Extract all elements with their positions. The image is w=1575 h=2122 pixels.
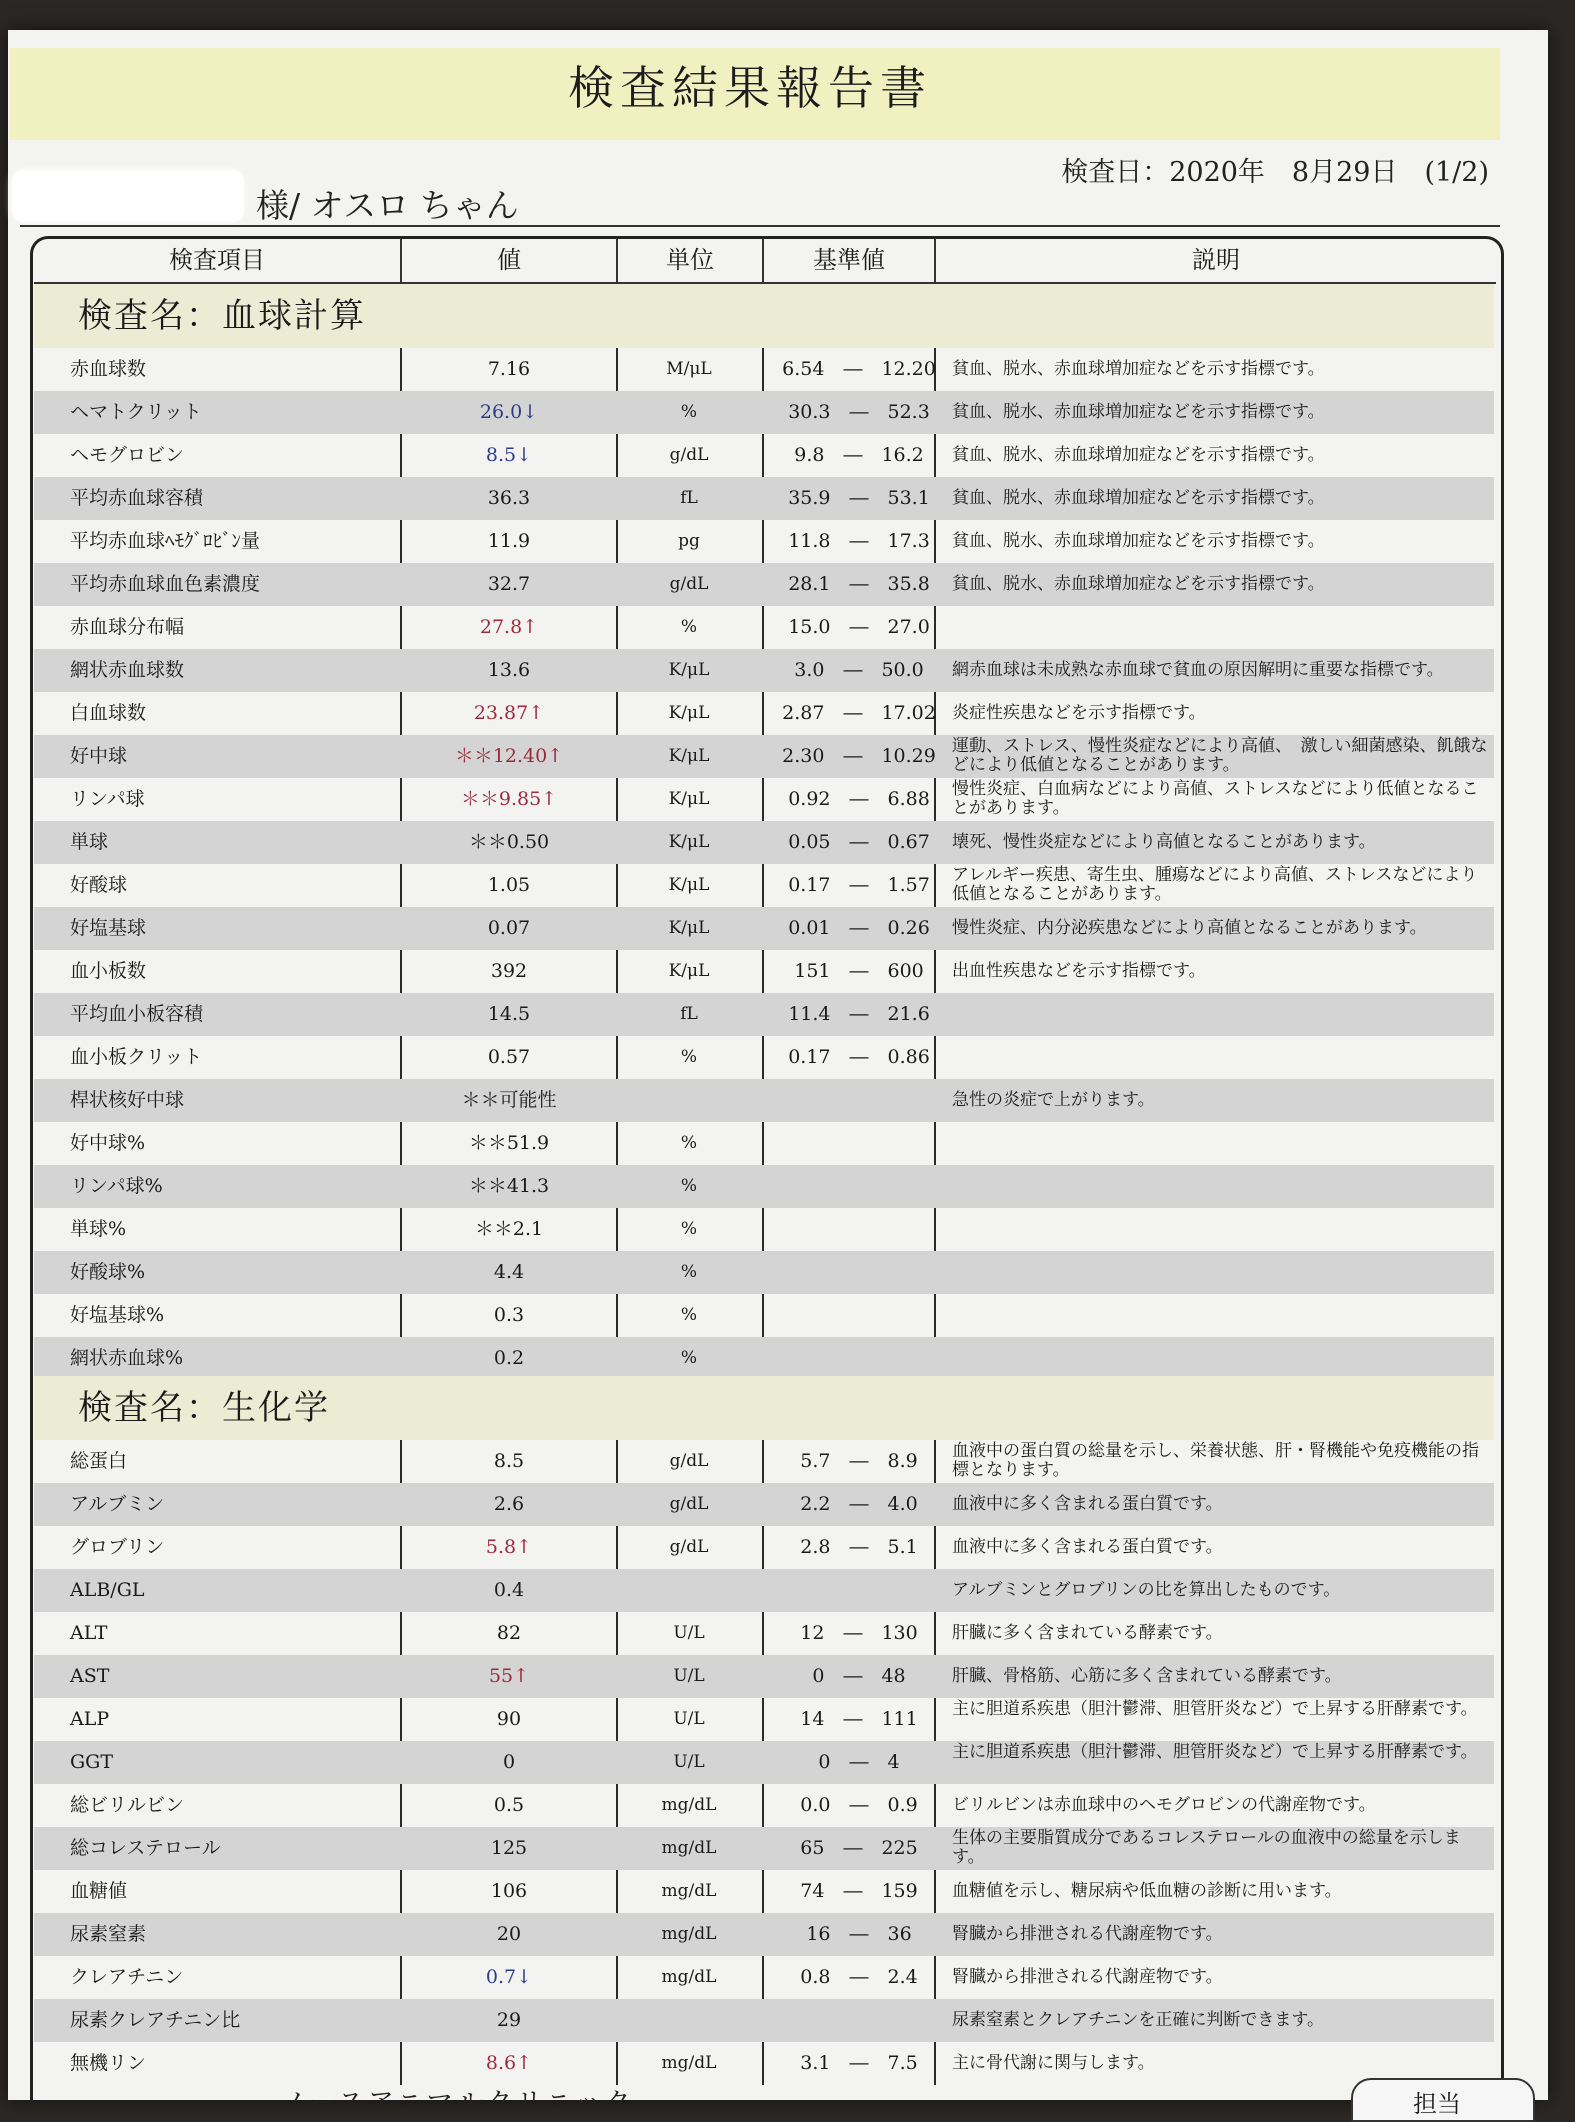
patient-name: 様/ オスロ ちゃん (256, 186, 519, 225)
test-name: 尿素窒素 (70, 1923, 147, 1945)
test-value: ＊＊2.1 (474, 1218, 544, 1240)
test-value: 82 (496, 1622, 522, 1644)
test-unit: g/dL (669, 1537, 709, 1557)
test-value: 1.05 (487, 874, 531, 896)
test-description: 主に骨代謝に関与します。 (952, 2053, 1155, 2073)
test-unit: % (680, 402, 698, 422)
table-row (34, 1294, 1494, 1337)
table-row (34, 1569, 1494, 1612)
test-value: 106 (490, 1880, 528, 1902)
test-value: 11.9 (487, 530, 531, 552)
test-value: 0.57 (487, 1046, 531, 1068)
table-row (34, 2042, 1494, 2085)
reference-range (774, 1079, 944, 1122)
table-row (34, 1698, 1494, 1741)
reference-range: 3.0 ― 50.0 (794, 659, 924, 681)
test-value: 0.3 (493, 1304, 525, 1326)
test-unit: % (680, 1305, 698, 1325)
reference-range: 3.1 ― 7.5 (800, 2052, 918, 2074)
test-value: 27.8↑ (479, 616, 539, 638)
report-title: 検査結果報告書 (568, 61, 932, 115)
test-name: 尿素クレアチニン比 (70, 2009, 241, 2031)
test-description (952, 1165, 1492, 1208)
test-value: ＊＊41.3 (468, 1175, 550, 1197)
test-unit: mg/dL (661, 1838, 717, 1858)
test-value: 8.5↓ (485, 444, 533, 466)
reference-range: 0.8 ― 2.4 (800, 1966, 918, 1988)
reference-range: 11.4 ― 21.6 (788, 1003, 930, 1025)
reference-range (774, 1999, 944, 2042)
test-name: 総蛋白 (70, 1450, 128, 1472)
test-name: 網状赤血球% (70, 1347, 184, 1369)
test-name: 平均血小板容積 (70, 1003, 204, 1025)
test-name: リンパ球% (70, 1175, 163, 1197)
test-value: 0.7↓ (485, 1966, 533, 1988)
test-name: 赤血球数 (70, 358, 147, 380)
test-description: 貧血、脱水、赤血球増加症などを示す指標です。 (952, 531, 1325, 551)
reference-range (774, 1294, 944, 1337)
test-description: 主に胆道系疾患（胆汁鬱滞、胆管肝炎など）で上昇する肝酵素です。 (952, 1699, 1478, 1719)
test-description: 急性の炎症で上がります。 (952, 1090, 1155, 1110)
test-description (952, 1337, 1492, 1380)
test-description (952, 1208, 1492, 1251)
table-row (34, 1913, 1494, 1956)
reference-range: 28.1 ― 35.8 (788, 573, 930, 595)
reference-range (774, 1337, 944, 1380)
test-name: 総コレステロール (70, 1837, 221, 1859)
test-description: 貧血、脱水、赤血球増加症などを示す指標です。 (952, 445, 1325, 465)
test-value: 13.6 (487, 659, 531, 681)
table-row (34, 1870, 1494, 1913)
reference-range: 2.87 ― 17.02 (782, 702, 936, 724)
test-unit: g/dL (669, 574, 709, 594)
test-description: 貧血、脱水、赤血球増加症などを示す指標です。 (952, 488, 1325, 508)
test-value: 8.6↑ (485, 2052, 533, 2074)
test-name: ALB/GL (70, 1579, 145, 1601)
test-description: アレルギー疾患、寄生虫、腫瘍などにより高値、ストレスなどにより低値となることがあります。 (952, 865, 1478, 904)
reference-range (774, 1165, 944, 1208)
test-name: リンパ球 (70, 788, 145, 810)
table-row (34, 821, 1494, 864)
reference-range: 65 ― 225 (800, 1837, 918, 1859)
test-name: ヘモグロビン (70, 444, 185, 466)
test-value: 29 (496, 2009, 522, 2031)
reference-range (774, 1208, 944, 1251)
test-unit: % (680, 1219, 698, 1239)
table-row (34, 348, 1494, 391)
col-header-unit: 単位 (618, 238, 762, 284)
test-value: 392 (490, 960, 528, 982)
test-description: 網赤血球は未成熟な赤血球で貧血の原因解明に重要な指標です。 (952, 660, 1444, 680)
reference-range: 0.01 ― 0.26 (788, 917, 930, 939)
reference-range: 0.05 ― 0.67 (788, 831, 930, 853)
test-unit: M/μL (666, 359, 712, 379)
table-row (34, 1956, 1494, 1999)
test-value: 4.4 (493, 1261, 525, 1283)
test-value: ＊＊0.50 (468, 831, 550, 853)
col-header-item: 検査項目 (34, 238, 400, 284)
test-unit: % (680, 1262, 698, 1282)
table-row (34, 907, 1494, 950)
reference-range: 2.2 ― 4.0 (800, 1493, 918, 1515)
exam-date: 検査日：2020年 8月29日 (1/2) (1061, 157, 1489, 188)
test-value: 0.07 (487, 917, 531, 939)
test-unit (616, 1079, 762, 1122)
test-name: 網状赤血球数 (70, 659, 185, 681)
test-unit: mg/dL (661, 1881, 717, 1901)
reference-range: 35.9 ― 53.1 (788, 487, 930, 509)
redacted-owner-name (12, 170, 244, 222)
test-name: ALP (70, 1708, 110, 1730)
test-description: 貧血、脱水、赤血球増加症などを示す指標です。 (952, 359, 1325, 379)
test-unit: g/dL (669, 1494, 709, 1514)
reference-range: 74 ― 159 (800, 1880, 918, 1902)
table-row (34, 1122, 1494, 1165)
table-row (34, 520, 1494, 563)
reference-range: 2.30 ― 10.29 (782, 745, 936, 767)
test-unit: % (680, 1047, 698, 1067)
test-unit: U/L (673, 1623, 705, 1643)
table-row (34, 1165, 1494, 1208)
test-value: 32.7 (487, 573, 531, 595)
test-value: ＊＊可能性 (461, 1089, 557, 1111)
table-row (34, 606, 1494, 649)
test-description (952, 1122, 1492, 1165)
test-description: 血液中の蛋白質の総量を示し、栄養状態、肝・腎機能や免疫機能の指標となります。 (952, 1441, 1479, 1480)
test-name: 単球 (70, 831, 109, 853)
test-description: 出血性疾患などを示す指標です。 (952, 961, 1206, 981)
test-unit: K/μL (668, 832, 710, 852)
reference-range: 14 ― 111 (800, 1708, 918, 1730)
test-name: 平均赤血球血色素濃度 (70, 573, 261, 595)
table-row (34, 1036, 1494, 1079)
reference-range: 9.8 ― 16.2 (794, 444, 924, 466)
test-unit: U/L (673, 1709, 705, 1729)
reference-range: 0.92 ― 6.88 (788, 788, 930, 810)
reference-range (774, 1251, 944, 1294)
test-unit: K/μL (668, 961, 710, 981)
table-row (34, 1784, 1494, 1827)
table-row (34, 1079, 1494, 1122)
table-row (34, 1208, 1494, 1251)
test-unit: mg/dL (661, 1795, 717, 1815)
test-unit: K/μL (668, 746, 710, 766)
test-name: クレアチニン (70, 1966, 184, 1988)
test-name: ヘマトクリット (70, 401, 202, 423)
reference-range: 0 ― 48 (812, 1665, 906, 1687)
test-name: 好酸球% (70, 1261, 146, 1283)
test-description: 貧血、脱水、赤血球増加症などを示す指標です。 (952, 574, 1325, 594)
test-unit: U/L (673, 1752, 705, 1772)
test-value: 36.3 (487, 487, 531, 509)
test-unit: K/μL (668, 789, 710, 809)
test-name: 血小板数 (70, 960, 147, 982)
reference-range (774, 1569, 944, 1612)
table-row (34, 1741, 1494, 1784)
test-unit: g/dL (669, 445, 709, 465)
test-name: 無機リン (70, 2052, 147, 2074)
test-description (952, 993, 1492, 1036)
table-row (34, 1655, 1494, 1698)
test-unit: K/μL (668, 918, 710, 938)
test-value: ＊＊9.85↑ (460, 788, 558, 810)
test-value: 14.5 (487, 1003, 531, 1025)
test-description: 血糖値を示し、糖尿病や低血糖の診断に用います。 (952, 1881, 1342, 1901)
test-name: 血小板クリット (70, 1046, 203, 1068)
reference-range: 5.7 ― 8.9 (800, 1450, 918, 1472)
reference-range: 16 ― 36 (806, 1923, 912, 1945)
test-description: 尿素窒素とクレアチニンを正確に判断できます。 (952, 2010, 1324, 2030)
test-unit: g/dL (669, 1451, 709, 1471)
reference-range: 0 ― 4 (818, 1751, 900, 1773)
table-row (34, 1612, 1494, 1655)
test-name: 桿状核好中球 (70, 1089, 185, 1111)
reference-range: 11.8 ― 17.3 (788, 530, 930, 552)
test-name: ALT (70, 1622, 108, 1644)
reference-range: 0.17 ― 1.57 (788, 874, 930, 896)
test-value: 0.4 (493, 1579, 525, 1601)
test-description: 運動、ストレス、慢性炎症などにより高値、 激しい細菌感染、飢餓などにより低値となることがあります。 (952, 736, 1488, 775)
test-value: 125 (490, 1837, 528, 1859)
reference-range: 30.3 ― 52.3 (788, 401, 930, 423)
test-name: 好中球 (70, 745, 128, 767)
test-name: 白血球数 (70, 702, 147, 724)
test-name: 好酸球 (70, 874, 128, 896)
section-title: 検査名：血球計算 (34, 284, 1494, 348)
test-value: 7.16 (487, 358, 531, 380)
table-row (34, 1999, 1494, 2042)
reference-range: 151 ― 600 (794, 960, 924, 982)
reference-range: 12 ― 130 (800, 1622, 918, 1644)
test-value: 8.5 (493, 1450, 525, 1472)
test-description: 腎臓から排泄される代謝産物です。 (952, 1924, 1223, 1944)
table-row (34, 993, 1494, 1036)
section-title: 検査名：生化学 (34, 1376, 1494, 1440)
table-row (34, 434, 1494, 477)
test-value: 90 (496, 1708, 522, 1730)
table-row (34, 1251, 1494, 1294)
test-unit (616, 1569, 762, 1612)
test-unit: % (680, 1133, 698, 1153)
table-row (34, 1526, 1494, 1569)
staff-tab (1351, 2078, 1535, 2122)
table-row (34, 950, 1494, 993)
test-name: 総ビリルビン (70, 1794, 185, 1816)
patient-underline (20, 225, 1500, 227)
test-name: グロブリン (70, 1536, 165, 1558)
test-name: 単球% (70, 1218, 127, 1240)
clinic-name: ノースアニマルクリニック (280, 2088, 635, 2118)
test-unit: U/L (673, 1666, 705, 1686)
reference-range: 15.0 ― 27.0 (788, 616, 930, 638)
test-description: 血液中に多く含まれる蛋白質です。 (952, 1494, 1223, 1514)
test-value: 5.8↑ (485, 1536, 533, 1558)
test-description: 壊死、慢性炎症などにより高値となることがあります。 (952, 832, 1376, 852)
table-row (34, 391, 1494, 434)
test-description (952, 1036, 1492, 1079)
reference-range: 6.54 ― 12.20 (782, 358, 936, 380)
test-description: 慢性炎症、白血病などにより高値、ストレスなどにより低値となることがあります。 (952, 779, 1479, 818)
table-row (34, 692, 1494, 735)
test-name: 平均赤血球ﾍﾓｸﾞﾛﾋﾞﾝ量 (70, 530, 261, 552)
reference-range: 2.8 ― 5.1 (800, 1536, 918, 1558)
test-description (952, 1294, 1492, 1337)
test-name: 赤血球分布幅 (70, 616, 185, 638)
col-header-description: 説明 (936, 238, 1496, 284)
test-description (952, 1251, 1492, 1294)
test-value: ＊＊12.40↑ (454, 745, 564, 767)
test-description: 肝臓、骨格筋、心筋に多く含まれている酵素です。 (952, 1666, 1342, 1686)
test-unit: K/μL (668, 875, 710, 895)
col-header-value: 値 (402, 238, 616, 284)
test-description: 腎臓から排泄される代謝産物です。 (952, 1967, 1223, 1987)
test-unit: pg (678, 531, 700, 551)
test-description: 貧血、脱水、赤血球増加症などを示す指標です。 (952, 402, 1325, 422)
test-description: 主に胆道系疾患（胆汁鬱滞、胆管肝炎など）で上昇する肝酵素です。 (952, 1742, 1478, 1762)
table-row (34, 864, 1494, 907)
test-name: 好塩基球 (70, 917, 147, 939)
table-row (34, 1483, 1494, 1526)
test-value: 20 (496, 1923, 522, 1945)
table-row (34, 735, 1494, 778)
table-row (34, 1440, 1494, 1483)
col-header-reference: 基準値 (764, 238, 934, 284)
test-name: 好塩基球% (70, 1304, 165, 1326)
test-value: 0.5 (493, 1794, 525, 1816)
test-unit: K/μL (668, 660, 710, 680)
test-unit (616, 1999, 762, 2042)
table-row (34, 778, 1494, 821)
reference-range: 0.17 ― 0.86 (788, 1046, 930, 1068)
test-unit: fL (680, 488, 698, 508)
test-unit: mg/dL (661, 2053, 717, 2073)
test-unit: mg/dL (661, 1967, 717, 1987)
test-value: 0 (502, 1751, 516, 1773)
table-row (34, 1827, 1494, 1870)
test-unit: % (680, 1348, 698, 1368)
test-unit: mg/dL (661, 1924, 717, 1944)
test-description: 慢性炎症、内分泌疾患などにより高値となることがあります。 (952, 918, 1427, 938)
test-value: 23.87↑ (473, 702, 545, 724)
test-value: 55↑ (488, 1665, 530, 1687)
test-name: 好中球% (70, 1132, 146, 1154)
test-unit: fL (680, 1004, 698, 1024)
test-description: 肝臓に多く含まれている酵素です。 (952, 1623, 1223, 1643)
test-description: 炎症性疾患などを示す指標です。 (952, 703, 1206, 723)
staff-tab-label: 担当 (1413, 2090, 1461, 2118)
test-description: 血液中に多く含まれる蛋白質です。 (952, 1537, 1223, 1557)
test-value: 26.0↓ (479, 401, 539, 423)
reference-range (774, 1122, 944, 1165)
test-name: GGT (70, 1751, 114, 1773)
test-description: ビリルビンは赤血球中のヘモグロビンの代謝産物です。 (952, 1795, 1376, 1815)
test-unit: % (680, 1176, 698, 1196)
table-row (34, 1337, 1494, 1380)
table-row (34, 649, 1494, 692)
reference-range: 0.0 ― 0.9 (800, 1794, 918, 1816)
test-name: アルブミン (70, 1493, 165, 1515)
test-name: 平均赤血球容積 (70, 487, 204, 509)
test-value: ＊＊51.9 (468, 1132, 550, 1154)
table-row (34, 563, 1494, 606)
test-name: 血糖値 (70, 1880, 128, 1902)
table-row (34, 477, 1494, 520)
test-value: 0.2 (493, 1347, 525, 1369)
test-description: アルブミンとグロブリンの比を算出したものです。 (952, 1580, 1341, 1600)
test-description: 生体の主要脂質成分であるコレステロールの血液中の総量を示します。 (952, 1828, 1461, 1867)
test-unit: K/μL (668, 703, 710, 723)
test-name: AST (70, 1665, 110, 1687)
test-unit: % (680, 617, 698, 637)
test-value: 2.6 (493, 1493, 525, 1515)
test-description (952, 606, 1492, 649)
